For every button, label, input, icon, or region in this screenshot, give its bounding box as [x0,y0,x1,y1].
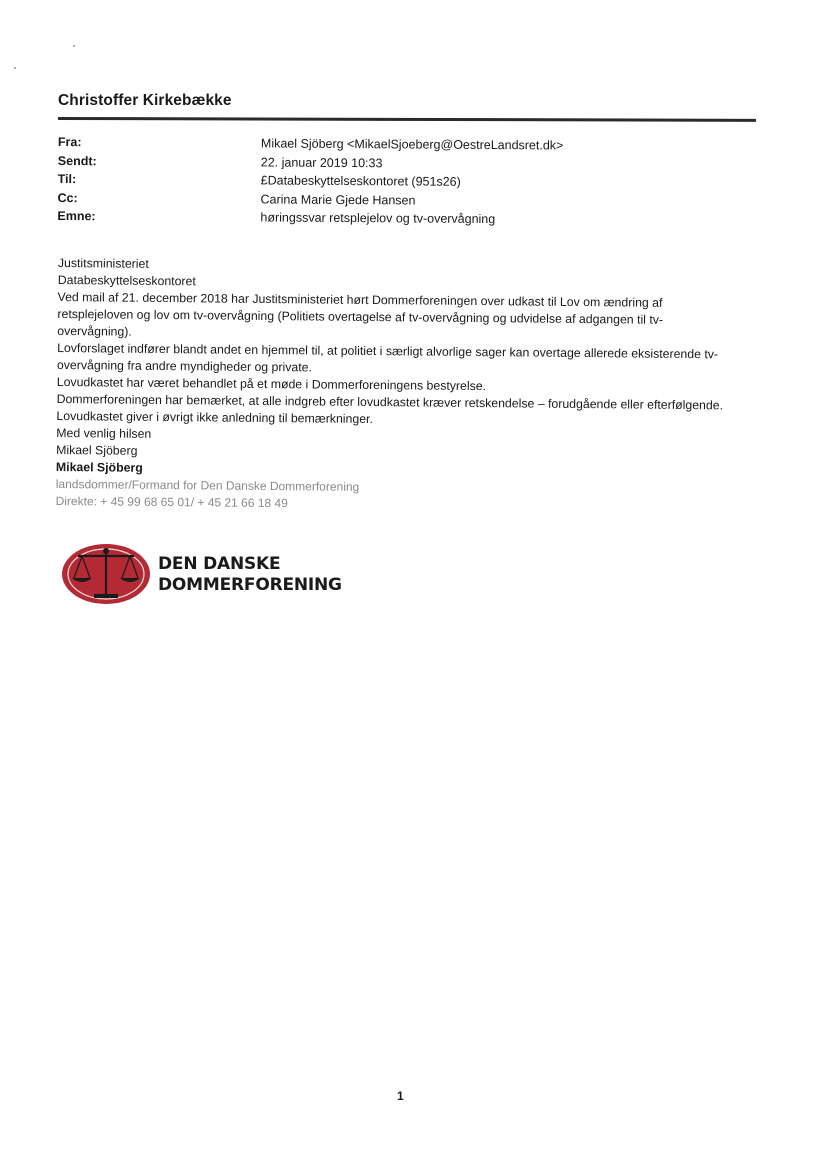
email-header [57,133,758,230]
email-body [56,255,738,517]
header-divider [58,117,756,122]
scan-speck [14,67,16,69]
logo-line-1: DEN DANSKE [158,554,281,574]
from-label: Fra: [57,134,82,150]
body-paragraph: Ved mail af 21. december 2018 har Justitsministeriet hørt Dommerforeningen over udkast til Lov om ændring af retsplejeloven og lov om tv-overvågning (Politiets overtagelse af tv-overvågning og udvidelse af adgangen til tv-overvågning). [57,289,664,339]
body-paragraph: Lovforslaget indfører blandt andet en hjemmel til, at politiet i særligt alvorlige sager kan overtage allerede eksisterende tv-overvågning fra andre myndigheder og private. [56,340,719,375]
recipient-line: Justitsministeriet [57,255,149,271]
signature-phone: Direkte: + 45 99 68 65 01/ + 45 21 66 18 49 [55,493,288,511]
sender-name: Christoffer Kirkebække [58,92,232,109]
recipient-office-line: Databeskyttelseskontoret [57,272,196,289]
scales-of-justice-icon [60,542,152,606]
to-value: £Databeskyttelseskontoret (951s26) [260,173,461,189]
subject-row [57,207,757,230]
page-number: 1 [397,1089,404,1103]
cc-label: Cc: [57,190,78,205]
logo-line-2: DOMMERFORENING [158,575,342,595]
to-label: Til: [57,171,77,187]
from-value: Mikael Sjöberg <MikaelSjoeberg@OestreLandsret.dk> [260,136,564,153]
body-paragraph: Lovudkastet har været behandlet på et møde i Dommerforeningens bestyrelse. [56,374,487,394]
sent-label: Sendt: [57,153,97,168]
signature-name-bold: Mikael Sjöberg [55,459,143,475]
closing-line: Med venlig hilsen [56,425,152,441]
subject-label: Emne: [57,208,96,224]
body-paragraph: Lovudkastet giver i øvrigt ikke anledning til bemærkninger. [56,408,373,427]
signature-title: landsdommer/Formand for Den Danske Dommerforening [55,476,360,494]
association-logo [60,542,340,608]
scan-speck [73,45,75,47]
subject-value: høringssvar retsplejelov og tv-overvågning [260,210,496,227]
logo-wordmark [158,554,342,596]
signature-name: Mikael Sjöberg [56,442,138,458]
body-paragraph: Dommerforeningen har bemærket, at alle indgreb efter lovudkastet kræver retskendelse – forudgående eller efterfølgende. [56,391,724,413]
cc-value: Carina Marie Gjede Hansen [260,191,416,207]
sent-value: 22. januar 2019 10:33 [260,154,383,170]
